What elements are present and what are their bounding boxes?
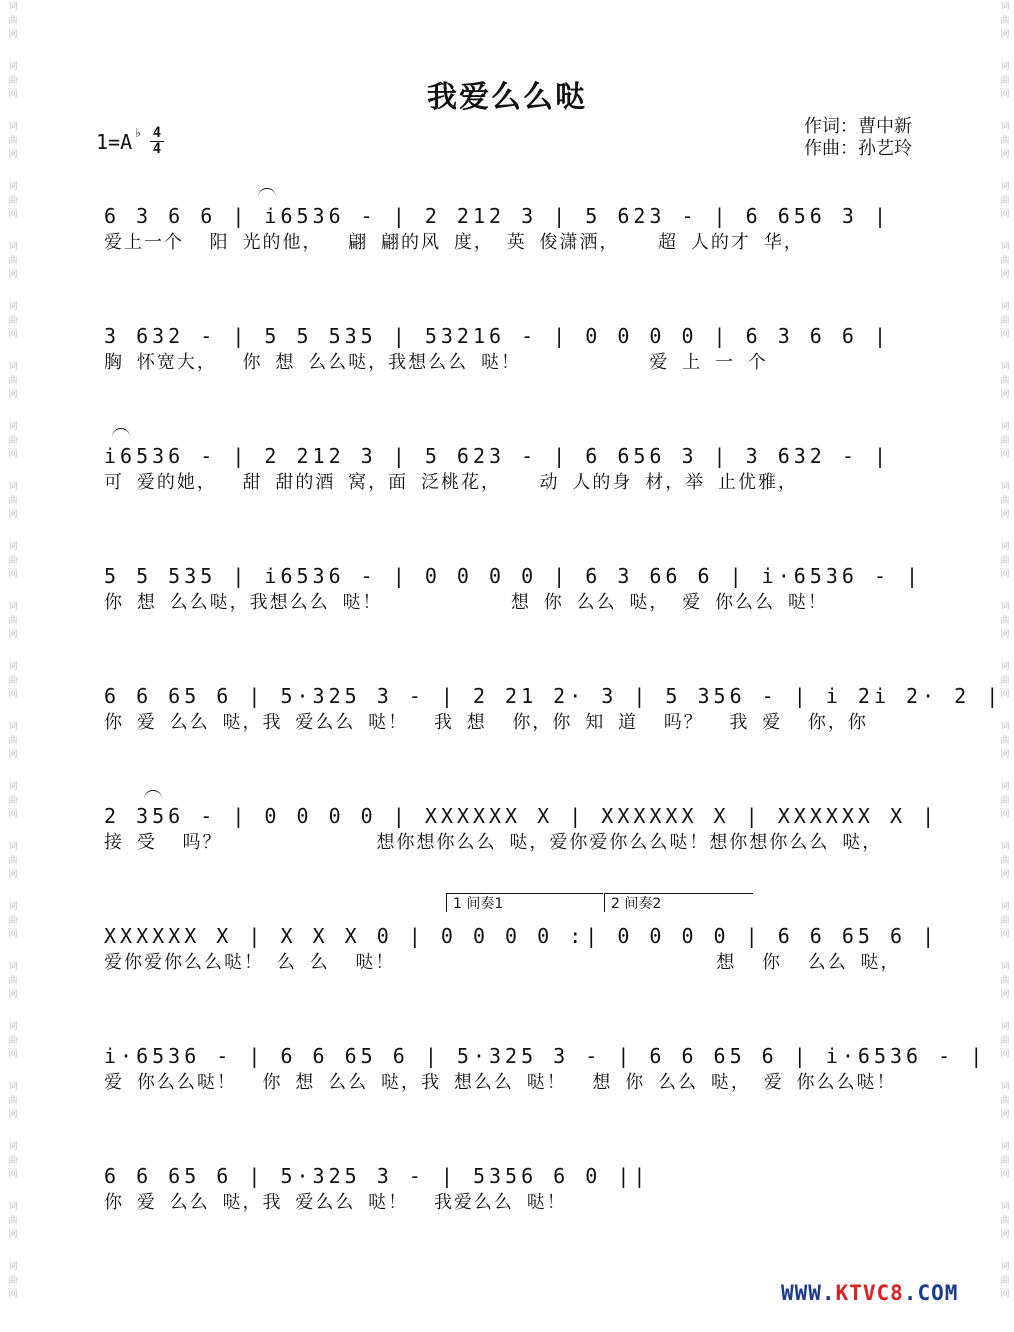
slur-mark [144,790,162,799]
second-ending-bracket: 2 间奏2 [604,893,753,912]
side-watermark-stamp: 词 曲 网 [1000,62,1010,100]
side-watermark-stamp: 词 曲 网 [8,962,18,1000]
logo-part-2: KTVC8 [835,1281,904,1305]
side-watermark-stamp: 词 曲 网 [8,2,18,40]
score-row-2 [104,322,924,392]
side-watermark-stamp: 词 曲 网 [1000,362,1010,400]
side-watermark-stamp: 词 曲 网 [1000,1082,1010,1120]
side-watermark-stamp: 词 曲 网 [1000,722,1010,760]
side-watermark-stamp: 词 曲 网 [1000,602,1010,640]
side-watermark-stamp: 词 曲 网 [1000,182,1010,220]
flat-sign: ♭ [134,126,142,141]
notes-line: i6536 - | 2 212 3 | 5 623 - | 6 656 3 | 3 632 - | [104,444,891,468]
side-watermark-stamp: 词 曲 网 [1000,122,1010,160]
site-logo [781,1281,958,1305]
side-watermark-stamp: 词 曲 网 [1000,542,1010,580]
side-watermark-stamp: 词 曲 网 [8,62,18,100]
side-watermark-stamp: 词 曲 网 [1000,1202,1010,1240]
side-watermark-stamp: 词 曲 网 [1000,242,1010,280]
lyrics-line: 爱你爱你么么哒！ 么 么 哒！ 想 你 么么 哒， [104,952,901,973]
side-watermark-stamp: 词 曲 网 [8,902,18,940]
side-watermark-stamp: 词 曲 网 [8,182,18,220]
time-signature [150,126,164,157]
time-sig-bottom: 4 [150,141,164,157]
lyrics-line: 你 爱 么么 哒，我 爱么么 哒！ 我爱么么 哒！ [104,1192,567,1213]
side-watermark-stamp: 词 曲 网 [8,1262,18,1300]
key-signature [96,126,142,154]
lyrics-line: 接 受 吗？ 想你想你么么 哒，爱你爱你么么哒！想你想你么么 哒， [104,832,883,853]
credits [804,116,912,160]
lyrics-line: 爱上一个 阳 光的他， 翩 翩的风 度， 英 俊潇洒， 超 人的才 华， [104,232,804,253]
side-watermark-stamp: 词 曲 网 [1000,1022,1010,1060]
left-watermark-strip [4,0,22,1332]
notes-line: 6 3 6 6 | i6536 - | 2 212 3 | 5 623 - | 6 656 3 | [104,204,891,228]
score-row-5 [104,682,1003,752]
notes-line: 3 632 - | 5 5 535 | 53216 - | 0 0 0 0 | 6 3 6 6 | [104,324,891,348]
lyrics-line: 你 想 么么哒，我想么么 哒！ 想 你 么么 哒， 爱 你么么 哒！ [104,592,828,613]
score-row-1 [104,202,924,272]
score-row-9 [104,1162,924,1232]
side-watermark-stamp: 词 曲 网 [1000,662,1010,700]
side-watermark-stamp: 词 曲 网 [8,1202,18,1240]
score-row-6 [104,802,939,872]
lyrics-line: 爱 你么么哒！ 你 想 么么 哒，我 想么么 哒！ 想 你 么么 哒， 爱 你么么哒！ [104,1072,897,1093]
notes-line: 2 356 - | 0 0 0 0 | XXXXXX X | XXXXXX X | XXXXXX X | [104,804,939,828]
side-watermark-stamp: 词 曲 网 [1000,302,1010,340]
side-watermark-stamp: 词 曲 网 [1000,782,1010,820]
right-watermark-strip [996,0,1014,1332]
side-watermark-stamp: 词 曲 网 [1000,2,1010,40]
side-watermark-stamp: 词 曲 网 [1000,902,1010,940]
side-watermark-stamp: 词 曲 网 [8,782,18,820]
side-watermark-stamp: 词 曲 网 [8,482,18,520]
slur-mark [258,188,276,197]
side-watermark-stamp: 词 曲 网 [8,362,18,400]
side-watermark-stamp: 词 曲 网 [8,722,18,760]
score-row-3 [104,442,924,512]
side-watermark-stamp: 词 曲 网 [8,1022,18,1060]
side-watermark-stamp: 词 曲 网 [1000,962,1010,1000]
notes-line: 5 5 535 | i6536 - | 0 0 0 0 | 6 3 66 6 | i·6536 - | [104,564,923,588]
lyrics-line: 胸 怀宽大， 你 想 么么哒，我想么么 哒！ 爱 上 一 个 [104,352,768,373]
side-watermark-stamp: 词 曲 网 [1000,1262,1010,1300]
side-watermark-stamp: 词 曲 网 [8,1142,18,1180]
score-row-4 [104,562,924,632]
lyrics-line: 你 爱 么么 哒，我 爱么么 哒！ 我 想 你，你 知 道 吗？ 我 爱 你，你 [104,712,868,733]
logo-part-3: .COM [903,1281,959,1305]
slur-mark [112,428,130,437]
notes-line: 6 6 65 6 | 5·325 3 - | 2 21 2· 3 | 5 356 - | i 2i 2· 2 | [104,684,1003,708]
side-watermark-stamp: 词 曲 网 [8,302,18,340]
side-watermark-stamp: 词 曲 网 [8,422,18,460]
lyricist-credit: 作词：曹中新 [804,116,912,137]
song-title: 我爱么么哒 [427,80,587,115]
side-watermark-stamp: 词 曲 网 [1000,482,1010,520]
logo-part-1: WWW. [781,1281,836,1305]
notes-line: XXXXXX X | X X X 0 | 0 0 0 0 :| 0 0 0 0 | 6 6 65 6 | [104,924,939,948]
side-watermark-stamp: 词 曲 网 [8,122,18,160]
score-row-7 [104,922,939,992]
side-watermark-stamp: 词 曲 网 [8,602,18,640]
lyrics-line: 可 爱的她， 甜 甜的酒 窝，面 泛桃花， 动 人的身 材，举 止优雅， [104,472,799,493]
notes-line: i·6536 - | 6 6 65 6 | 5·325 3 - | 6 6 65 6 | i·6536 - | [104,1044,987,1068]
score-row-8 [104,1042,987,1112]
side-watermark-stamp: 词 曲 网 [8,842,18,880]
side-watermark-stamp: 词 曲 网 [1000,422,1010,460]
side-watermark-stamp: 词 曲 网 [1000,842,1010,880]
side-watermark-stamp: 词 曲 网 [8,1082,18,1120]
time-sig-top: 4 [152,125,162,141]
side-watermark-stamp: 词 曲 网 [1000,1142,1010,1180]
side-watermark-stamp: 词 曲 网 [8,242,18,280]
notes-line: 6 6 65 6 | 5·325 3 - | 5356 6 0 || [104,1164,650,1188]
key-label: 1=A [96,130,133,154]
side-watermark-stamp: 词 曲 网 [8,542,18,580]
side-watermark-stamp: 词 曲 网 [8,662,18,700]
first-ending-bracket: 1 间奏1 [446,893,603,912]
composer-credit: 作曲：孙艺玲 [804,138,912,159]
